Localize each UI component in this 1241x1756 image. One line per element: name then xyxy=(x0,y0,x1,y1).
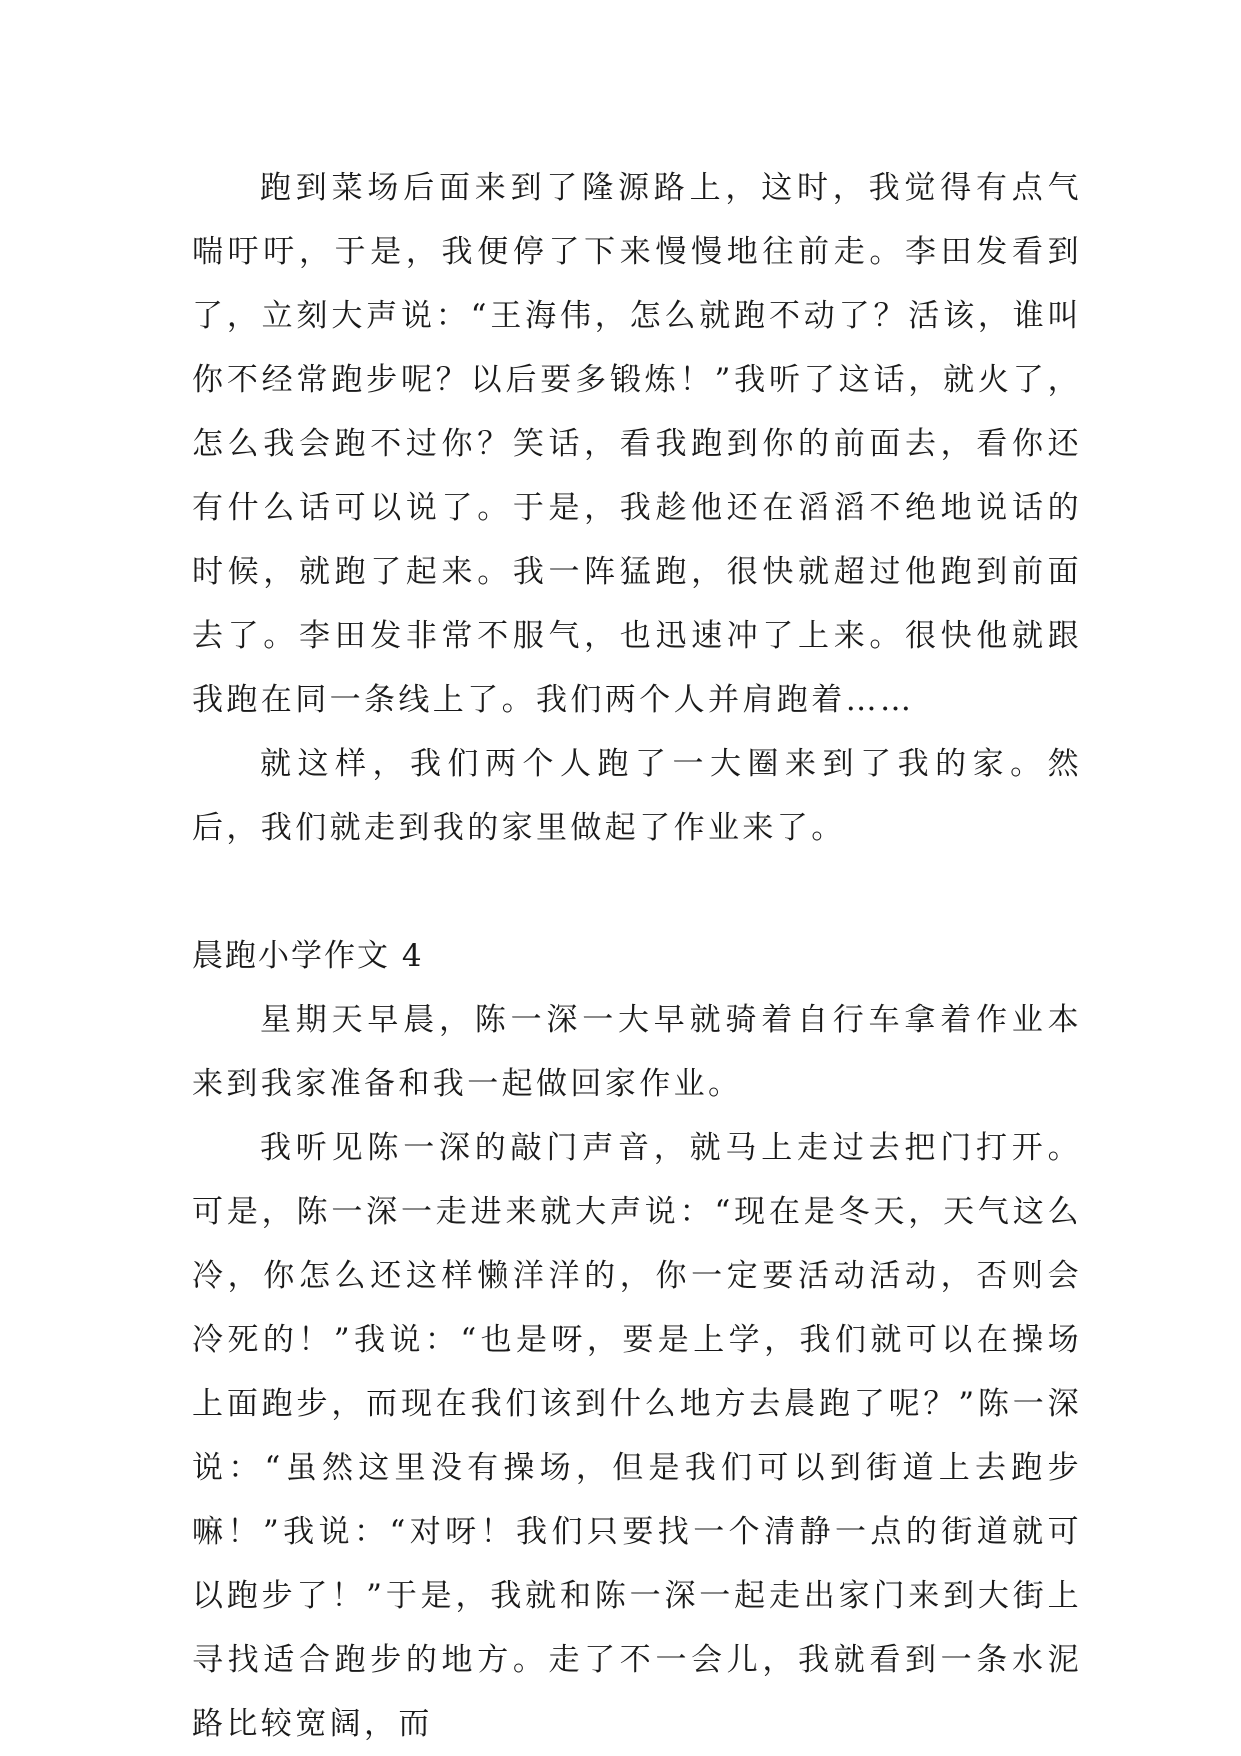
section-title: 晨跑小学作文 4 xyxy=(192,938,424,974)
paragraph: 星期天早晨，陈一深一大早就骑着自行车拿着作业本来到我家准备和我一起做回家作业。 xyxy=(192,1002,1082,1102)
paragraph: 就这样，我们两个人跑了一大圈来到了我的家。然后，我们就走到我的家里做起了作业来了。 xyxy=(192,746,1082,846)
paragraph: 我听见陈一深的敲门声音，就马上走过去把门打开。可是，陈一深一走进来就大声说：“现在是冬天，天气这么冷，你怎么还这样懒洋洋的，你一定要活动活动，否则会冷死的！”我说：“也是呀，要是上学，我们就可以在操场上面跑步，而现在我们该到什么地方去晨跑了呢？”陈一深说：“虽然这里没有操场，但是我们可以到街道上去跑步嘛！”我说：“对呀！我们只要找一个清静一点的街道就可以跑步了！”于是，我就和陈一深一起走出家门来到大街上寻找适合跑步的地方。走了不一会儿，我就看到一条水泥路比较宽阔，而 xyxy=(192,1130,1082,1742)
document-body xyxy=(192,156,1082,1756)
paragraph: 跑到菜场后面来到了隆源路上，这时，我觉得有点气喘吁吁，于是，我便停了下来慢慢地往前走。李田发看到了，立刻大声说：“王海伟，怎么就跑不动了？活该，谁叫你不经常跑步呢？以后要多锻炼！”我听了这话，就火了，怎么我会跑不过你？笑话，看我跑到你的前面去，看你还有什么话可以说了。于是，我趁他还在滔滔不绝地说话的时候，就跑了起来。我一阵猛跑，很快就超过他跑到前面去了。李田发非常不服气，也迅速冲了上来。很快他就跟我跑在同一条线上了。我们两个人并肩跑着…… xyxy=(192,170,1082,718)
